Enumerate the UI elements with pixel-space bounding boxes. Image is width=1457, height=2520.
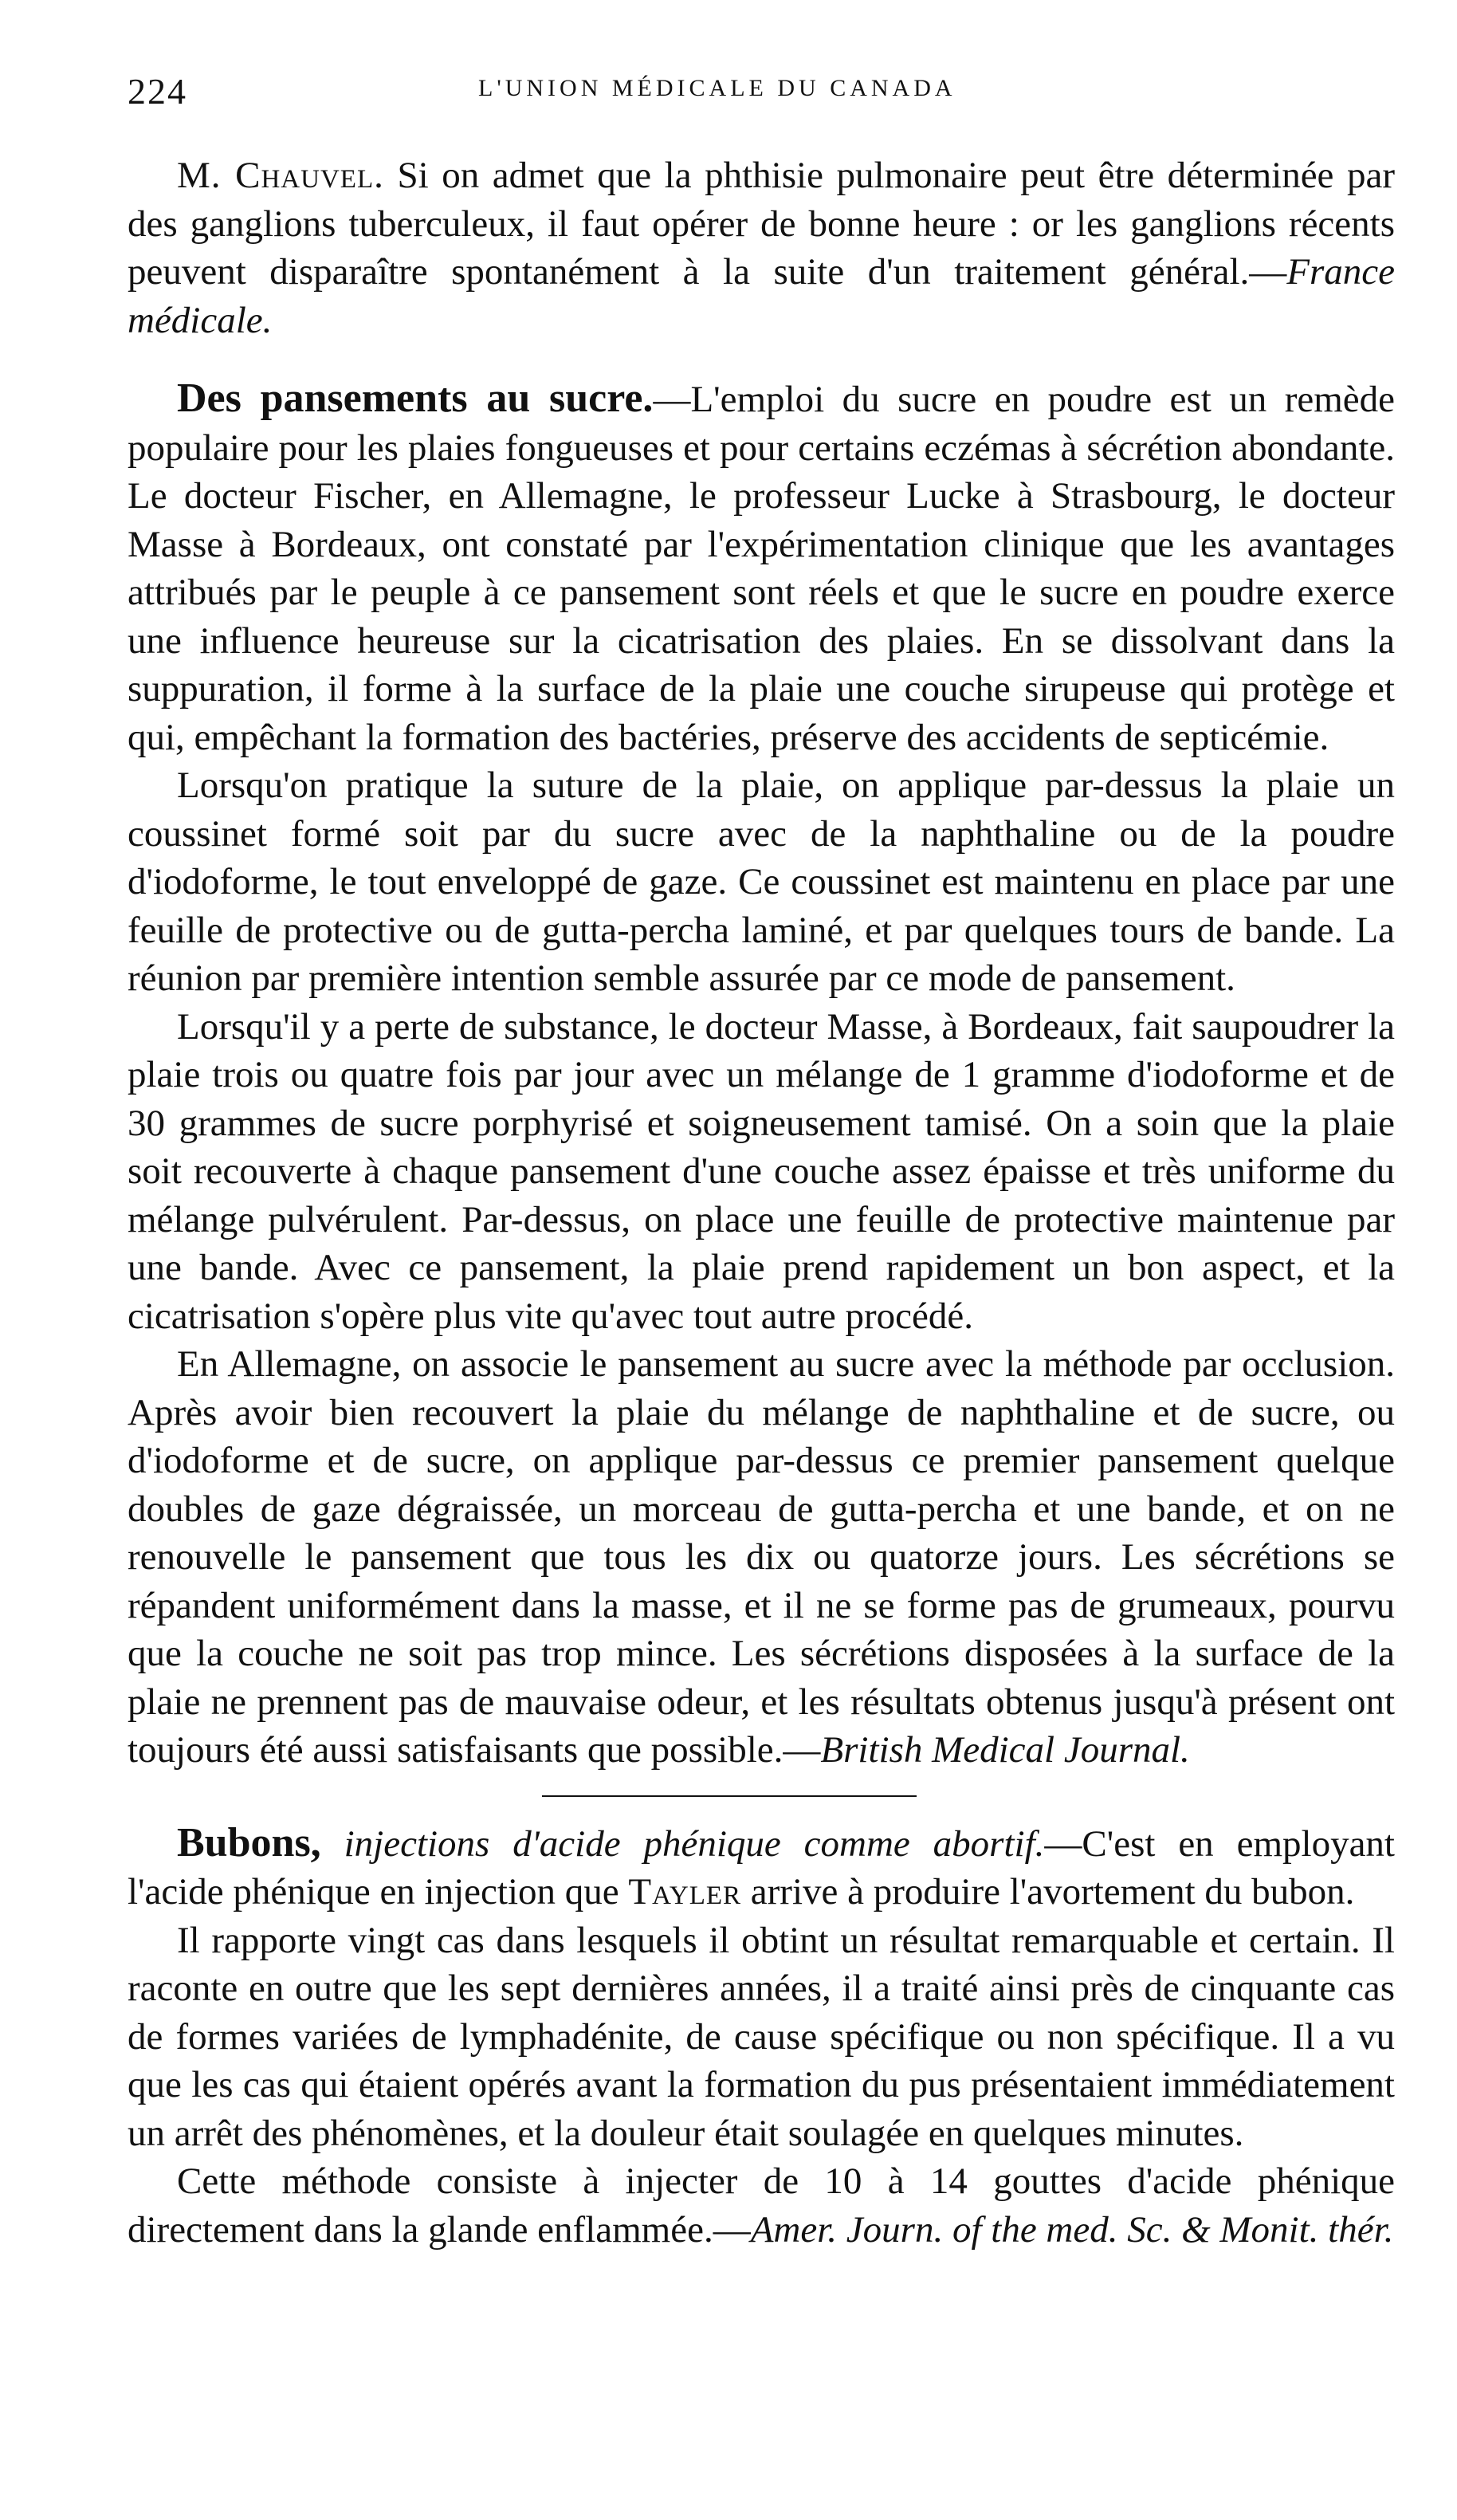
sugar-heading: Des pansements au sucre. [177,375,654,421]
bubons-intro-a: —C'est en employant l'acide phénique en injection que [128,1822,1395,1913]
chauvel-paragraph [128,151,1395,344]
chauvel-text: Si on admet que la phthisie pulmonaire peut être déterminée par des ganglions tuberculeux, il faut opérer de bonne heure : or les ganglions récents peuvent disparaître spontanément à la suite d'un traitement général.— [128,155,1395,293]
sugar-paragraph-2: Lorsqu'on pratique la suture de la plaie, on applique par-dessus la plaie un coussinet formé soit par du sucre avec de la naphthaline ou de la poudre d'iodoforme, le tout enveloppé de gaze. Ce coussinet est maintenu en place par une feuille de protective ou de gutta-percha laminé, et par quelques tours de bande. La réunion par première intention semble assurée par ce mode de pansement. [128,765,1395,999]
sugar-source: British Medical Journal. [820,1729,1190,1771]
sugar-paragraph-1 [128,375,1395,761]
bubons-paragraph-3 [128,2157,1395,2254]
page-header [128,70,1419,118]
section-divider [542,1795,917,1797]
running-title: L'UNION MÉDICALE DU CANADA [478,75,956,101]
author-name: Tayler [628,1871,742,1913]
sugar-text-4: En Allemagne, on associe le pansement au sucre avec la méthode par occlusion. Après avoir bien recouvert la plaie du mélange de naphthaline et de sucre, ou d'iodoforme et de sucre, on applique par-dessus ce premier pansement quelque doubles de gaze dégraissée, un morceau de gutta-percha et une bande, et on ne renouvelle le pansement que tous les dix ou quatorze jours. Les sécrétions se répandent uniformément dans la masse, et il ne se forme pas de grumeaux, pourvu que la couche ne soit pas trop mince. Les sécrétions disposées à la surface de la plaie ne prennent pas de mauvaise odeur, et les résultats obtenus jusqu'à présent ont toujours été aussi satisfaisants que possible.— [128,1343,1395,1771]
bubons-source: Amer. Journ. of the med. Sc. & Monit. thér. [750,2208,1394,2251]
bubons-heading-italic: injections d'acide phénique comme abortif. [344,1822,1045,1865]
text-column [128,151,1395,2254]
bubons-text-3: Cette méthode consiste à injecter de 10 à 14 gouttes d'acide phénique directement dans la glande enflammée.— [128,2160,1395,2251]
bubons-paragraph-2: Il rapporte vingt cas dans lesquels il obtint un résultat remarquable et certain. Il raconte en outre que les sept dernières années, il a traité ainsi près de cinquante cas de formes variées de lymphadénite, de cause spécifique ou non spécifique. Il a vu que les cas qui étaient opérés avant la formation du pus présentaient immédiatement un arrêt des phénomènes, et la douleur était soulagée en quelques minutes. [128,1919,1395,2154]
sugar-paragraph-4 [128,1340,1395,1775]
bubons-heading: Bubons, [177,1819,321,1865]
sugar-paragraph-3: Lorsqu'il y a perte de substance, le docteur Masse, à Bordeaux, fait saupoudrer la plaie trois ou quatre fois par jour avec un mélange de 1 gramme d'iodoforme et de 30 grammes de sucre porphyrisé et soigneusement tamisé. On a soin que la plaie soit recouverte à chaque pansement d'une couche assez épaisse et très uniforme du mélange pulvérulent. Par-dessus, on place une feuille de protective maintenue par une bande. Avec ce pansement, la plaie prend rapidement un bon aspect, et la cicatrisation s'opère plus vite qu'avec tout autre procédé. [128,1005,1395,1337]
bubons-paragraph-1 [128,1819,1395,1917]
bubons-intro-b: arrive à produire l'avortement du bubon. [750,1871,1355,1913]
page-number: 224 [128,71,187,112]
sugar-text-1: —L'emploi du sucre en poudre est un remède populaire pour les plaies fongueuses et pour certains eczémas à sécrétion abondante. Le docteur Fischer, en Allemagne, le professeur Lucke à Strasbourg, le docteur Masse à Bordeaux, ont constaté par l'expérimentation clinique que les avantages attribués par le peuple à ce pansement sont réels et que le sucre en poudre exerce une influence heureuse sur la cicatrisation des plaies. En se dissolvant dans la suppuration, il forme à la surface de la plaie une couche sirupeuse qui protège et qui, empêchant la formation des bactéries, préserve des accidents de septicémie. [128,379,1395,758]
chauvel-source: France médicale. [128,251,1395,341]
speaker-name: M. Chauvel. [177,155,384,196]
